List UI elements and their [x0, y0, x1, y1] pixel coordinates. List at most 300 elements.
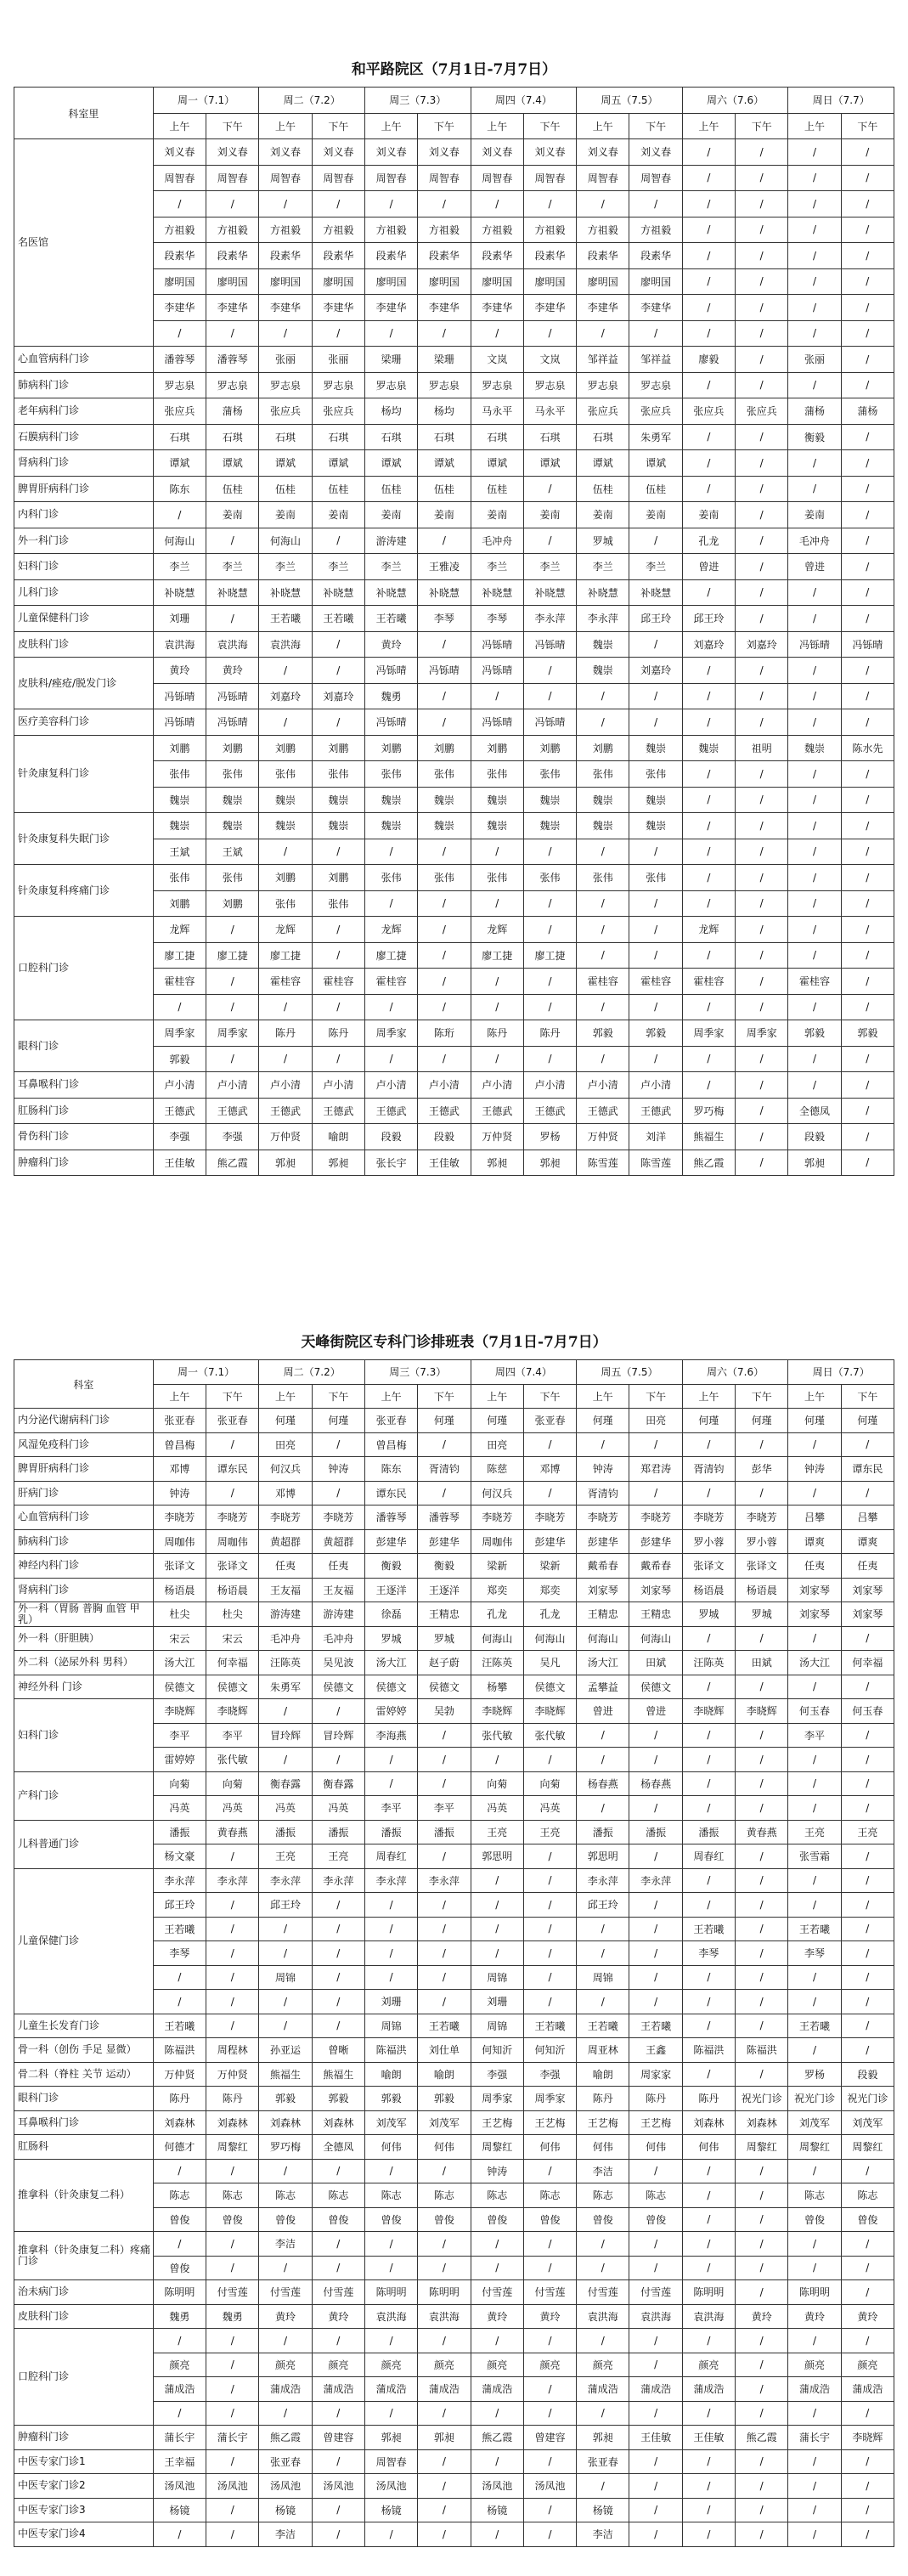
doctor-cell: 张译文 — [206, 1554, 259, 1579]
doctor-cell: / — [153, 2232, 206, 2257]
doctor-cell: 刘嘉玲 — [629, 658, 682, 684]
doctor-cell: 廖明国 — [577, 268, 629, 295]
doctor-cell: / — [259, 2256, 312, 2280]
doctor-cell: 王若曦 — [788, 1917, 841, 1941]
doctor-cell: 杨均 — [364, 398, 417, 425]
doctor-cell: 周季家 — [523, 2087, 576, 2111]
doctor-cell: 郑君涛 — [629, 1457, 682, 1482]
doctor-cell: 李晓辉 — [523, 1699, 576, 1724]
doctor-cell: / — [736, 2474, 788, 2499]
doctor-cell: 石琪 — [523, 424, 576, 450]
doctor-cell: 蒲成浩 — [259, 2377, 312, 2402]
doctor-cell: 何汉兵 — [259, 1457, 312, 1482]
doctor-cell: 刘嘉玲 — [259, 683, 312, 709]
table-row — [14, 1457, 894, 1482]
doctor-cell: / — [682, 165, 735, 191]
doctor-cell: 张应兵 — [259, 398, 312, 425]
doctor-cell: 张应兵 — [736, 398, 788, 425]
doctor-cell: 何知沂 — [471, 2038, 523, 2063]
doctor-cell: / — [841, 2449, 894, 2474]
day-header: 周四（7.4） — [471, 88, 577, 114]
doctor-cell: 李晓芳 — [259, 1505, 312, 1530]
doctor-cell: / — [682, 1748, 735, 1772]
doctor-cell: 熊乙霞 — [206, 1150, 259, 1176]
doctor-cell: 朱勇军 — [259, 1675, 312, 1699]
doctor-cell: 颜亮 — [523, 2353, 576, 2377]
doctor-cell: 魏崇 — [206, 787, 259, 813]
doctor-cell: / — [682, 1723, 735, 1748]
doctor-cell: 蒲成浩 — [788, 2377, 841, 2402]
doctor-cell: 王幸福 — [153, 2449, 206, 2474]
doctor-cell: 侯德文 — [153, 1675, 206, 1699]
doctor-cell: 杜尖 — [153, 1602, 206, 1627]
doctor-cell: 杨镜 — [259, 2498, 312, 2522]
doctor-cell: / — [788, 243, 841, 269]
doctor-cell: 李晓辉 — [736, 1699, 788, 1724]
doctor-cell: / — [418, 191, 471, 217]
doctor-cell: 李晓芳 — [736, 1505, 788, 1530]
doctor-cell: 向菊 — [206, 1771, 259, 1796]
doctor-cell: 刘义春 — [206, 139, 259, 166]
doctor-cell: / — [312, 320, 364, 347]
doctor-cell: / — [682, 1796, 735, 1821]
doctor-cell: 张伟 — [577, 865, 629, 891]
doctor-cell: 李琴 — [788, 1941, 841, 1966]
doctor-cell: / — [788, 1626, 841, 1651]
doctor-cell: 魏崇 — [523, 787, 576, 813]
doctor-cell: / — [736, 579, 788, 606]
table-row — [14, 1651, 894, 1675]
doctor-cell: / — [471, 1046, 523, 1072]
doctor-cell: / — [788, 372, 841, 398]
afternoon-header: 下午 — [736, 113, 788, 139]
doctor-cell: 廖明国 — [153, 268, 206, 295]
doctor-cell: / — [841, 1844, 894, 1869]
doctor-cell: 周亚林 — [577, 2038, 629, 2063]
doctor-cell: 潘振 — [682, 1820, 735, 1844]
day-header: 周五（7.5） — [577, 1360, 683, 1385]
doctor-cell: 刘家琴 — [629, 1578, 682, 1602]
doctor-cell: 魏勇 — [153, 2304, 206, 2329]
doctor-cell: / — [364, 320, 417, 347]
doctor-cell: 熊乙霞 — [471, 2426, 523, 2450]
doctor-cell: 罗城 — [682, 1602, 735, 1627]
doctor-cell: 李晓芳 — [471, 1505, 523, 1530]
doctor-cell: 曾昌梅 — [364, 1432, 417, 1457]
doctor-cell: 吕攀 — [841, 1505, 894, 1530]
doctor-cell: 王雅凌 — [418, 554, 471, 580]
table-row — [14, 1432, 894, 1457]
doctor-cell: 梁珊 — [418, 347, 471, 373]
doctor-cell: 冯英 — [471, 1796, 523, 1821]
doctor-cell: 全德凤 — [312, 2135, 364, 2160]
doctor-cell: 郭思明 — [577, 1844, 629, 1869]
doctor-cell: / — [788, 2038, 841, 2063]
doctor-cell: 姜南 — [312, 502, 364, 528]
doctor-cell: 邱王玲 — [153, 1893, 206, 1918]
doctor-cell: 方祖毅 — [471, 217, 523, 243]
doctor-cell: / — [736, 2449, 788, 2474]
doctor-cell: 魏崇 — [523, 813, 576, 839]
doctor-cell: 汪陈英 — [682, 1651, 735, 1675]
doctor-cell: / — [736, 191, 788, 217]
doctor-cell: 刘义春 — [364, 139, 417, 166]
morning-header: 上午 — [364, 1384, 417, 1409]
doctor-cell: / — [577, 1941, 629, 1966]
doctor-cell: 张长宇 — [364, 1150, 417, 1176]
doctor-cell: 彭建华 — [523, 1529, 576, 1554]
doctor-cell: 周家家 — [629, 2062, 682, 2087]
doctor-cell: 李兰 — [259, 554, 312, 580]
doctor-cell: 魏崇 — [471, 787, 523, 813]
doctor-cell: 李兰 — [629, 554, 682, 580]
department-cell: 心血管病科门诊 — [14, 1505, 154, 1530]
doctor-cell: / — [153, 1965, 206, 1990]
doctor-cell: 谭爽 — [788, 1529, 841, 1554]
doctor-cell: 何汉兵 — [471, 1481, 523, 1505]
table-row — [14, 2232, 894, 2257]
doctor-cell: 补晓慧 — [259, 579, 312, 606]
doctor-cell: 李永萍 — [577, 1868, 629, 1893]
doctor-cell: / — [312, 191, 364, 217]
doctor-cell: 付雪莲 — [471, 2280, 523, 2305]
doctor-cell: 蒲成浩 — [364, 2377, 417, 2402]
doctor-cell: / — [788, 217, 841, 243]
doctor-cell: 万仲贤 — [206, 2062, 259, 2087]
doctor-cell: 段毅 — [788, 1124, 841, 1150]
doctor-cell: 陈志 — [153, 2183, 206, 2208]
table-row — [14, 658, 894, 684]
doctor-cell: / — [841, 2498, 894, 2522]
doctor-cell: 潘蓉琴 — [364, 1505, 417, 1530]
doctor-cell: 李兰 — [364, 554, 417, 580]
doctor-cell: 何海山 — [471, 1626, 523, 1651]
doctor-cell: / — [788, 865, 841, 891]
doctor-cell: / — [629, 1432, 682, 1457]
doctor-cell: 张亚春 — [577, 2449, 629, 2474]
doctor-cell: / — [841, 2232, 894, 2257]
doctor-cell: 廖工捷 — [153, 942, 206, 969]
doctor-cell: / — [736, 709, 788, 736]
doctor-cell: / — [788, 890, 841, 917]
doctor-cell: 何伟 — [364, 2135, 417, 2160]
header-row-days — [14, 88, 894, 114]
doctor-cell: 刘嘉玲 — [736, 631, 788, 658]
doctor-cell: / — [788, 320, 841, 347]
doctor-cell: / — [471, 2449, 523, 2474]
doctor-cell: / — [629, 683, 682, 709]
doctor-cell: / — [259, 2159, 312, 2183]
doctor-cell: 冯铄晴 — [206, 709, 259, 736]
doctor-cell: 王德武 — [629, 1098, 682, 1124]
department-cell: 产科门诊 — [14, 1771, 154, 1820]
doctor-cell: / — [523, 2256, 576, 2280]
doctor-cell: 袁洪海 — [364, 2304, 417, 2329]
doctor-cell: 何瑾 — [577, 1409, 629, 1433]
doctor-cell: 钟涛 — [471, 2159, 523, 2183]
doctor-cell: 颜亮 — [418, 2353, 471, 2377]
doctor-cell: 张代敏 — [523, 1723, 576, 1748]
doctor-cell: / — [153, 994, 206, 1020]
doctor-cell: 方祖毅 — [259, 217, 312, 243]
doctor-cell: / — [788, 2159, 841, 2183]
doctor-cell: 王德武 — [364, 1098, 417, 1124]
doctor-cell: 龙辉 — [364, 917, 417, 943]
day-header: 周四（7.4） — [471, 1360, 577, 1385]
doctor-cell: 徐磊 — [364, 1602, 417, 1627]
doctor-cell: 张亚春 — [259, 2449, 312, 2474]
doctor-cell: 李永萍 — [364, 1868, 417, 1893]
doctor-cell: 李洁 — [577, 2159, 629, 2183]
doctor-cell: 李建华 — [259, 295, 312, 321]
department-cell: 肛肠科 — [14, 2135, 154, 2160]
doctor-cell: / — [682, 217, 735, 243]
doctor-cell: / — [841, 2329, 894, 2353]
doctor-cell: / — [312, 994, 364, 1020]
doctor-cell: / — [312, 1893, 364, 1918]
doctor-cell: / — [841, 839, 894, 865]
doctor-cell: / — [788, 813, 841, 839]
doctor-cell: 张亚春 — [153, 1409, 206, 1433]
doctor-cell: 田亮 — [629, 1409, 682, 1433]
doctor-cell: / — [841, 761, 894, 788]
doctor-cell: 张伟 — [153, 865, 206, 891]
doctor-cell: / — [471, 2256, 523, 2280]
doctor-cell: 姜南 — [471, 502, 523, 528]
doctor-cell: 何伟 — [682, 2135, 735, 2160]
afternoon-header: 下午 — [629, 1384, 682, 1409]
doctor-cell: 田斌 — [736, 1651, 788, 1675]
department-cell: 皮肤科门诊 — [14, 2304, 154, 2329]
doctor-cell: 刘家琴 — [788, 1578, 841, 1602]
doctor-cell: 姜南 — [206, 502, 259, 528]
doctor-cell: / — [841, 1941, 894, 1966]
doctor-cell: 罗志泉 — [523, 372, 576, 398]
doctor-cell: / — [682, 865, 735, 891]
doctor-cell: / — [206, 2377, 259, 2402]
doctor-cell: 汤大江 — [577, 1651, 629, 1675]
doctor-cell: / — [736, 942, 788, 969]
doctor-cell: / — [788, 295, 841, 321]
doctor-cell: 伍桂 — [259, 476, 312, 502]
doctor-cell: 姜南 — [523, 502, 576, 528]
doctor-cell: 郭毅 — [788, 1020, 841, 1047]
doctor-cell: / — [736, 476, 788, 502]
doctor-cell: / — [471, 994, 523, 1020]
department-cell: 耳鼻喉科门诊 — [14, 1072, 154, 1099]
doctor-cell: / — [577, 994, 629, 1020]
table-row — [14, 2449, 894, 2474]
doctor-cell: 刘森林 — [259, 2110, 312, 2135]
doctor-cell: / — [418, 1748, 471, 1772]
table-row — [14, 2426, 894, 2450]
doctor-cell: 姜南 — [577, 502, 629, 528]
doctor-cell: 王佳敏 — [682, 2426, 735, 2450]
doctor-cell: 陈志 — [577, 2183, 629, 2208]
doctor-cell: / — [736, 2498, 788, 2522]
doctor-cell: / — [418, 1893, 471, 1918]
doctor-cell: / — [736, 2014, 788, 2038]
doctor-cell: 段素华 — [312, 243, 364, 269]
doctor-cell: / — [841, 2038, 894, 2063]
doctor-cell: 王德武 — [259, 1098, 312, 1124]
doctor-cell: 曾俊 — [153, 2207, 206, 2232]
doctor-cell: 王精忠 — [577, 1602, 629, 1627]
doctor-cell: 张伟 — [364, 761, 417, 788]
doctor-cell: 黄超群 — [259, 1529, 312, 1554]
doctor-cell: 王艺梅 — [577, 2110, 629, 2135]
doctor-cell: / — [523, 1748, 576, 1772]
doctor-cell: / — [788, 2522, 841, 2547]
doctor-cell: 伍桂 — [629, 476, 682, 502]
doctor-cell: 李建华 — [523, 295, 576, 321]
doctor-cell: / — [629, 2498, 682, 2522]
doctor-cell: / — [736, 917, 788, 943]
doctor-cell: 石琪 — [577, 424, 629, 450]
doctor-cell: 汤凤池 — [259, 2474, 312, 2499]
doctor-cell: 游涛建 — [312, 1602, 364, 1627]
doctor-cell: / — [841, 217, 894, 243]
department-cell: 口腔科门诊 — [14, 2329, 154, 2426]
department-cell: 儿科普通门诊 — [14, 1820, 154, 1868]
doctor-cell: 伍桂 — [312, 476, 364, 502]
doctor-cell: / — [418, 969, 471, 995]
doctor-cell: 彭建华 — [629, 1529, 682, 1554]
doctor-cell: 黄玲 — [259, 2304, 312, 2329]
doctor-cell: / — [736, 2183, 788, 2208]
doctor-cell: 万仲贤 — [577, 1124, 629, 1150]
doctor-cell: / — [629, 1990, 682, 2014]
afternoon-header: 下午 — [206, 113, 259, 139]
doctor-cell: / — [736, 1675, 788, 1699]
doctor-cell: 段素华 — [471, 243, 523, 269]
doctor-cell: 魏崇 — [682, 735, 735, 761]
doctor-cell: 方祖毅 — [577, 217, 629, 243]
doctor-cell: / — [841, 1626, 894, 1651]
doctor-cell: / — [788, 709, 841, 736]
doctor-cell: / — [682, 2522, 735, 2547]
doctor-cell: 霍桂容 — [312, 969, 364, 995]
doctor-cell: 郑奕 — [523, 1578, 576, 1602]
doctor-cell: 郭毅 — [312, 2087, 364, 2111]
doctor-cell: 廖明国 — [523, 268, 576, 295]
doctor-cell: 刘茂军 — [841, 2110, 894, 2135]
doctor-cell: / — [312, 1965, 364, 1990]
doctor-cell: 李建华 — [629, 295, 682, 321]
doctor-cell: 李晓芳 — [682, 1505, 735, 1530]
doctor-cell: 黄玲 — [736, 2304, 788, 2329]
doctor-cell: 周智春 — [364, 2449, 417, 2474]
doctor-cell: 郭昶 — [312, 1150, 364, 1176]
doctor-cell: 胥清钧 — [682, 1457, 735, 1482]
doctor-cell: 何瑾 — [682, 1409, 735, 1433]
doctor-cell: / — [364, 890, 417, 917]
table-row — [14, 1505, 894, 1530]
doctor-cell: / — [523, 2329, 576, 2353]
doctor-cell: / — [788, 450, 841, 477]
doctor-cell: / — [418, 683, 471, 709]
doctor-cell: 卢小清 — [364, 1072, 417, 1099]
doctor-cell: 周锦 — [259, 1965, 312, 1990]
doctor-cell: / — [841, 1868, 894, 1893]
doctor-cell: / — [841, 1748, 894, 1772]
doctor-cell: 刘家琴 — [841, 1578, 894, 1602]
doctor-cell: 李琴 — [153, 1941, 206, 1966]
doctor-cell: 蒲成浩 — [629, 2377, 682, 2402]
doctor-cell: 陈志 — [206, 2183, 259, 2208]
doctor-cell: 郭毅 — [841, 1020, 894, 1047]
doctor-cell: / — [206, 969, 259, 995]
doctor-cell: 陈丹 — [629, 2087, 682, 2111]
doctor-cell: 李建华 — [577, 295, 629, 321]
day-header: 周五（7.5） — [577, 88, 683, 114]
doctor-cell: / — [736, 1124, 788, 1150]
doctor-cell: 刘义春 — [471, 139, 523, 166]
doctor-cell: / — [629, 1796, 682, 1821]
doctor-cell: 张译文 — [153, 1554, 206, 1579]
doctor-cell: / — [736, 528, 788, 554]
doctor-cell: 冯铄晴 — [364, 709, 417, 736]
doctor-cell: / — [523, 1990, 576, 2014]
department-cell: 外一科（肝胆胰） — [14, 1626, 154, 1651]
doctor-cell: 任夷 — [788, 1554, 841, 1579]
department-cell: 医疗美容科门诊 — [14, 709, 154, 736]
doctor-cell: 王亮 — [788, 1820, 841, 1844]
doctor-cell: 张应兵 — [682, 398, 735, 425]
department-cell: 皮肤科门诊 — [14, 631, 154, 658]
doctor-cell: 郭昶 — [788, 1150, 841, 1176]
doctor-cell: 石琪 — [418, 424, 471, 450]
doctor-cell: / — [577, 2474, 629, 2499]
doctor-cell: / — [259, 191, 312, 217]
doctor-cell: 李晓芳 — [523, 1505, 576, 1530]
doctor-cell: 陈东 — [153, 476, 206, 502]
doctor-cell: 廖工捷 — [364, 942, 417, 969]
doctor-cell: 刘森林 — [682, 2110, 735, 2135]
department-cell: 推拿科（针灸康复二科）疼痛门诊 — [14, 2232, 154, 2280]
doctor-cell: 张伟 — [523, 761, 576, 788]
doctor-cell: 胥清钧 — [418, 1457, 471, 1482]
doctor-cell: 王斌 — [153, 839, 206, 865]
doctor-cell: 钟涛 — [788, 1457, 841, 1482]
doctor-cell: 蒲长宇 — [206, 2426, 259, 2450]
doctor-cell: 魏崇 — [629, 787, 682, 813]
doctor-cell: / — [841, 1723, 894, 1748]
doctor-cell: 段素华 — [153, 243, 206, 269]
doctor-cell: 何伟 — [523, 2135, 576, 2160]
department-cell: 治未病门诊 — [14, 2280, 154, 2305]
doctor-cell: / — [364, 1941, 417, 1966]
doctor-cell: / — [841, 1481, 894, 1505]
doctor-cell: / — [736, 839, 788, 865]
doctor-cell: / — [736, 969, 788, 995]
doctor-cell: 张伟 — [153, 761, 206, 788]
doctor-cell: 魏崇 — [153, 787, 206, 813]
doctor-cell: / — [153, 1990, 206, 2014]
doctor-cell: 魏崇 — [577, 787, 629, 813]
doctor-cell: 何海山 — [577, 1626, 629, 1651]
doctor-cell: 伍桂 — [206, 476, 259, 502]
doctor-cell: 周季家 — [206, 1020, 259, 1047]
doctor-cell: 张代敏 — [206, 1748, 259, 1772]
doctor-cell: 胥清钧 — [577, 1481, 629, 1505]
doctor-cell: 陈丹 — [471, 1020, 523, 1047]
doctor-cell: 王若曦 — [153, 2014, 206, 2038]
table-row — [14, 2280, 894, 2305]
doctor-cell: / — [523, 890, 576, 917]
doctor-cell: / — [153, 2401, 206, 2426]
doctor-cell: / — [788, 942, 841, 969]
